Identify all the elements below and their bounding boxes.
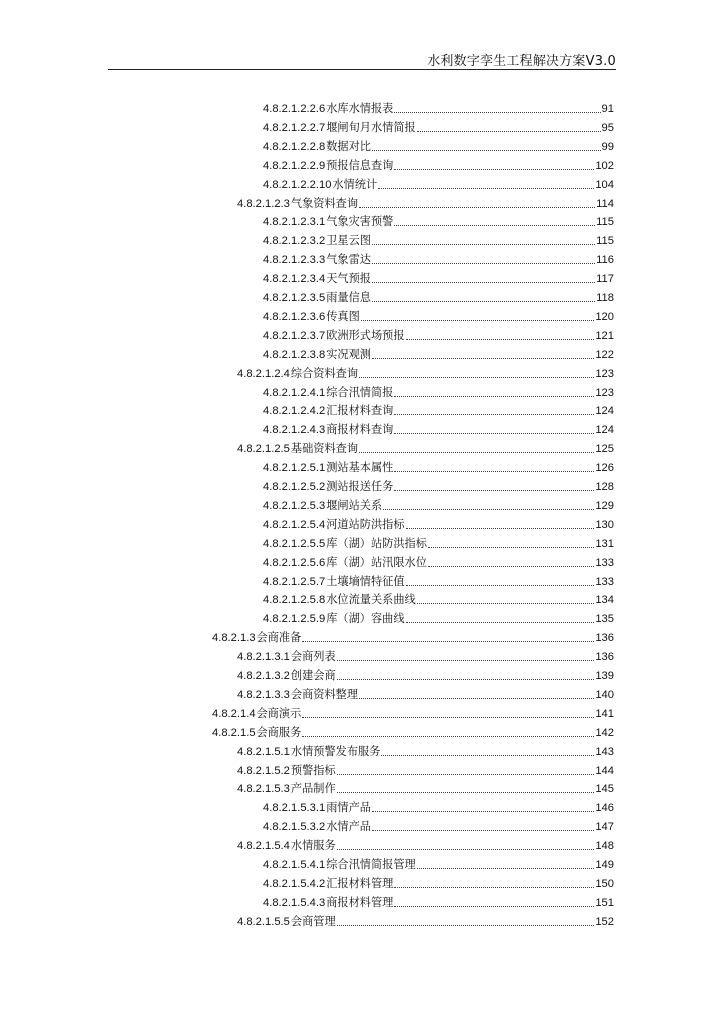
toc-entry-number: 4.8.2.1.5.5 xyxy=(237,915,290,928)
toc-entry-title: 水情服务 xyxy=(290,839,336,853)
toc-leader-dots xyxy=(406,585,595,586)
toc-entry-title: 河道站防洪指标 xyxy=(326,517,405,531)
toc-entry[interactable] xyxy=(237,363,614,381)
toc-entry[interactable] xyxy=(263,571,614,589)
toc-leader-dots xyxy=(337,774,595,775)
toc-entry-page: 115 xyxy=(596,235,614,248)
toc-entry-number: 4.8.2.1.2.4 xyxy=(237,367,290,380)
toc-entry-number: 4.8.2.1.2.3.7 xyxy=(263,329,326,342)
toc-entry-page: 143 xyxy=(595,745,614,758)
toc-leader-dots xyxy=(417,868,595,869)
toc-entry-number: 4.8.2.1.2.3.4 xyxy=(263,273,326,286)
toc-leader-dots xyxy=(361,320,595,321)
toc-entry-number: 4.8.2.1.2.4.2 xyxy=(263,405,326,418)
toc-entry-page: 133 xyxy=(595,575,614,588)
toc-entry-number: 4.8.2.1.2.3.6 xyxy=(263,310,326,323)
toc-entry-title: 会商服务 xyxy=(256,725,302,739)
toc-entry[interactable] xyxy=(263,174,614,192)
toc-entry-number: 4.8.2.1.2.5.4 xyxy=(263,518,326,531)
toc-leader-dots xyxy=(394,490,594,491)
toc-entry[interactable] xyxy=(263,249,614,267)
toc-entry[interactable] xyxy=(212,703,614,721)
toc-entry-number: 4.8.2.1.3.2 xyxy=(237,670,290,682)
toc-entry-title: 水情产品 xyxy=(326,820,371,834)
toc-leader-dots xyxy=(381,755,594,756)
toc-entry-page: 134 xyxy=(595,594,614,607)
toc-entry-title: 水情统计 xyxy=(332,177,378,191)
toc-entry[interactable] xyxy=(263,419,614,437)
toc-leader-dots xyxy=(302,736,594,737)
toc-leader-dots xyxy=(394,169,594,170)
toc-entry[interactable] xyxy=(263,533,614,551)
toc-entry-number: 4.8.2.1.2.5.9 xyxy=(263,613,326,626)
toc-entry[interactable] xyxy=(237,760,614,778)
toc-entry-page: 152 xyxy=(595,915,614,928)
toc-entry-title: 土壤墒情特征值 xyxy=(326,574,405,588)
toc-entry-title: 欧洲形式场预报 xyxy=(326,328,405,342)
toc-entry[interactable] xyxy=(263,211,614,229)
toc-entry-page: 146 xyxy=(595,802,614,815)
toc-entry-number: 4.8.2.1.5.3 xyxy=(237,783,290,796)
toc-entry-title: 实况观测 xyxy=(326,347,371,361)
toc-leader-dots xyxy=(337,660,595,661)
toc-entry[interactable] xyxy=(263,306,614,324)
toc-entry[interactable] xyxy=(263,155,614,173)
toc-entry-page: 133 xyxy=(595,556,614,569)
toc-leader-dots xyxy=(337,792,595,793)
toc-entry-number: 4.8.2.1.2.5.8 xyxy=(263,594,326,607)
toc-entry-page: 114 xyxy=(596,197,614,210)
toc-entry-title: 综合汛情简报 xyxy=(326,385,394,399)
toc-entry-page: 91 xyxy=(601,103,614,115)
toc-leader-dots xyxy=(406,622,595,623)
toc-entry-title: 水情预警发布服务 xyxy=(290,744,381,758)
toc-leader-dots xyxy=(359,452,594,453)
toc-entry[interactable] xyxy=(212,627,614,645)
toc-entry-number: 4.8.2.1.5.4.2 xyxy=(263,877,326,890)
toc-entry-title: 创建会商 xyxy=(290,669,336,682)
toc-entry-number: 4.8.2.1.5.4 xyxy=(237,840,290,853)
toc-entry-page: 124 xyxy=(595,405,614,418)
toc-entry[interactable] xyxy=(263,117,614,135)
toc-entry-title: 测站报送任务 xyxy=(326,480,394,493)
toc-leader-dots xyxy=(372,811,594,812)
toc-entry[interactable] xyxy=(263,608,614,626)
toc-entry[interactable] xyxy=(237,835,614,853)
toc-entry-page: 128 xyxy=(595,481,614,493)
toc-entry-title: 商报材料管理 xyxy=(326,895,394,909)
toc-entry-title: 商报材料查询 xyxy=(326,423,394,437)
toc-entry-title: 雨量信息 xyxy=(326,291,371,304)
toc-entry[interactable] xyxy=(263,382,614,400)
toc-leader-dots xyxy=(394,414,594,415)
toc-entry-title: 库（湖）容曲线 xyxy=(326,612,405,626)
toc-entry[interactable] xyxy=(263,514,614,532)
toc-entry-page: 149 xyxy=(595,859,614,871)
toc-entry-number: 4.8.2.1.2.3.3 xyxy=(263,254,326,267)
toc-entry[interactable] xyxy=(263,230,614,248)
toc-entry-number: 4.8.2.1.2.3 xyxy=(237,197,290,210)
toc-leader-dots xyxy=(417,131,601,132)
toc-entry-number: 4.8.2.1.3.1 xyxy=(237,651,290,664)
toc-entry-number: 4.8.2.1.2.5.3 xyxy=(263,499,326,512)
toc-leader-dots xyxy=(394,225,595,226)
toc-entry-page: 148 xyxy=(595,840,614,853)
toc-entry-number: 4.8.2.1.3.3 xyxy=(237,688,290,701)
toc-entry-number: 4.8.2.1.2.3.2 xyxy=(263,235,326,248)
toc-entry[interactable] xyxy=(263,325,614,343)
toc-entry-title: 传真图 xyxy=(326,309,360,323)
toc-entry-number: 4.8.2.1.2.5.5 xyxy=(263,537,326,550)
toc-entry-page: 130 xyxy=(595,518,614,531)
toc-entry[interactable] xyxy=(263,873,614,891)
toc-entry-page: 126 xyxy=(595,462,614,475)
toc-entry-title: 气象灾害预警 xyxy=(326,215,394,229)
toc-entry-title: 天气预报 xyxy=(326,272,371,286)
toc-entry-page: 124 xyxy=(595,424,614,437)
toc-entry[interactable] xyxy=(237,438,614,456)
toc-entry[interactable] xyxy=(263,892,614,910)
toc-leader-dots xyxy=(372,263,595,264)
toc-leader-dots xyxy=(372,244,595,245)
toc-entry-page: 151 xyxy=(595,896,614,909)
toc-entry[interactable] xyxy=(263,344,614,362)
toc-entry-title: 产品制作 xyxy=(290,782,336,796)
toc-entry-number: 4.8.2.1.2.2.10 xyxy=(263,178,332,191)
toc-entry-number: 4.8.2.1.2.5.7 xyxy=(263,575,326,588)
toc-entry-page: 135 xyxy=(595,613,614,626)
toc-entry[interactable] xyxy=(263,98,614,116)
toc-entry-title: 库（湖）站防洪指标 xyxy=(326,536,427,550)
toc-leader-dots xyxy=(428,547,594,548)
toc-entry[interactable] xyxy=(263,268,614,286)
toc-leader-dots xyxy=(359,207,595,208)
toc-entry-number: 4.8.2.1.5.2 xyxy=(237,764,290,777)
toc-leader-dots xyxy=(359,377,594,378)
toc-entry-page: 129 xyxy=(595,499,614,512)
toc-entry-title: 会商准备 xyxy=(256,631,302,645)
toc-entry[interactable] xyxy=(263,457,614,475)
toc-leader-dots xyxy=(406,339,595,340)
toc-entry-page: 131 xyxy=(595,537,614,550)
toc-entry-number: 4.8.2.1.2.4.1 xyxy=(263,386,326,399)
toc-entry-page: 95 xyxy=(601,121,614,134)
toc-entry-title: 卫星云图 xyxy=(326,234,371,248)
toc-entry-page: 140 xyxy=(595,688,614,701)
toc-leader-dots xyxy=(394,906,594,907)
toc-leader-dots xyxy=(372,301,595,302)
toc-entry-page: 139 xyxy=(595,670,614,682)
toc-entry-page: 136 xyxy=(595,651,614,664)
toc-entry-page: 147 xyxy=(595,821,614,834)
toc-entry-page: 145 xyxy=(595,783,614,796)
toc-leader-dots xyxy=(394,433,594,434)
toc-entry-number: 4.8.2.1.2.5.2 xyxy=(263,481,326,493)
toc-entry[interactable] xyxy=(263,797,614,815)
toc-entry-number: 4.8.2.1.2.4.3 xyxy=(263,424,326,437)
toc-entry-title: 综合汛情简报管理 xyxy=(326,858,416,871)
toc-entry[interactable] xyxy=(237,684,614,702)
toc-entry-title: 数据对比 xyxy=(326,139,371,153)
toc-entry-number: 4.8.2.1.2.2.6 xyxy=(263,103,326,115)
toc-entry-number: 4.8.2.1.2.3.1 xyxy=(263,216,326,229)
toc-entry-page: 122 xyxy=(595,348,614,361)
toc-entry[interactable] xyxy=(237,778,614,796)
toc-entry[interactable] xyxy=(263,552,614,570)
toc-entry[interactable] xyxy=(263,589,614,607)
toc-leader-dots xyxy=(428,566,594,567)
toc-entry-number: 4.8.2.1.5.3.1 xyxy=(263,802,326,815)
toc-entry-page: 125 xyxy=(595,443,614,456)
toc-entry-number: 4.8.2.1.4 xyxy=(212,707,256,720)
toc-entry-title: 会商演示 xyxy=(256,706,302,720)
toc-entry[interactable] xyxy=(263,816,614,834)
toc-entry-title: 水位流量关系曲线 xyxy=(326,593,416,607)
toc-entry[interactable] xyxy=(237,741,614,759)
toc-entry-title: 会商资料整理 xyxy=(290,687,359,701)
toc-leader-dots xyxy=(372,358,594,359)
toc-entry-number: 4.8.2.1.2.3.8 xyxy=(263,348,326,361)
toc-leader-dots xyxy=(337,925,595,926)
toc-entry-page: 136 xyxy=(595,632,614,645)
toc-entry-title: 测站基本属性 xyxy=(326,461,394,475)
toc-entry-page: 118 xyxy=(596,292,614,304)
toc-entry-number: 4.8.2.1.5.1 xyxy=(237,745,290,758)
toc-entry-page: 116 xyxy=(596,254,614,267)
toc-entry[interactable] xyxy=(263,495,614,513)
toc-entry-page: 115 xyxy=(596,216,614,229)
toc-entry-title: 汇报材料查询 xyxy=(326,404,394,418)
toc-leader-dots xyxy=(372,830,594,831)
toc-entry-title: 气象雷达 xyxy=(326,253,371,267)
toc-entry-title: 会商列表 xyxy=(290,650,336,664)
toc-entry[interactable] xyxy=(263,854,614,872)
toc-entry-page: 144 xyxy=(595,764,614,777)
toc-entry-page: 117 xyxy=(596,273,614,286)
toc-leader-dots xyxy=(337,849,595,850)
toc-entry-title: 库（湖）站汛限水位 xyxy=(326,555,427,569)
toc-entry[interactable] xyxy=(263,136,614,154)
toc-entry-title: 汇报材料管理 xyxy=(326,876,394,890)
toc-leader-dots xyxy=(302,641,594,642)
toc-entry-number: 4.8.2.1.2.5.1 xyxy=(263,462,326,475)
toc-entry-page: 123 xyxy=(595,367,614,380)
header-divider xyxy=(108,69,616,70)
toc-entry-title: 雨情产品 xyxy=(326,801,371,815)
toc-entry-number: 4.8.2.1.5.4.3 xyxy=(263,896,326,909)
toc-entry-number: 4.8.2.1.2.2.8 xyxy=(263,140,326,153)
toc-leader-dots xyxy=(378,188,594,189)
toc-entry-page: 141 xyxy=(595,707,614,720)
toc-entry-page: 102 xyxy=(595,159,614,172)
toc-entry-number: 4.8.2.1.3 xyxy=(212,632,256,645)
toc-entry-number: 4.8.2.1.5 xyxy=(212,726,256,739)
toc-leader-dots xyxy=(359,698,594,699)
toc-entry-title: 气象资料查询 xyxy=(290,196,359,210)
toc-entry-page: 121 xyxy=(595,329,614,342)
toc-leader-dots xyxy=(372,150,601,151)
toc-leader-dots xyxy=(417,603,595,604)
toc-entry-number: 4.8.2.1.5.3.2 xyxy=(263,821,326,834)
toc-entry-title: 堰闸站关系 xyxy=(326,498,383,512)
toc-leader-dots xyxy=(372,282,595,283)
toc-leader-dots xyxy=(337,679,595,680)
toc-entry-title: 会商管理 xyxy=(290,914,336,928)
toc-entry-title: 水库水情报表 xyxy=(326,102,394,115)
toc-leader-dots xyxy=(394,887,594,888)
toc-entry-page: 150 xyxy=(595,877,614,890)
toc-entry[interactable] xyxy=(212,722,614,740)
toc-entry-title: 堰闸旬月水情简报 xyxy=(326,120,416,134)
toc-leader-dots xyxy=(394,471,594,472)
toc-leader-dots xyxy=(394,112,600,113)
toc-entry-page: 99 xyxy=(601,140,614,153)
toc-entry-number: 4.8.2.1.2.2.9 xyxy=(263,159,326,172)
toc-entry[interactable] xyxy=(263,287,614,305)
toc-entry-number: 4.8.2.1.2.2.7 xyxy=(263,121,326,134)
toc-leader-dots xyxy=(406,528,595,529)
toc-entry-number: 4.8.2.1.2.5 xyxy=(237,443,290,456)
toc-leader-dots xyxy=(302,717,594,718)
toc-entry-number: 4.8.2.1.2.3.5 xyxy=(263,292,326,304)
page-header-title: 水利数字孪生工程解决方案V3.0 xyxy=(427,54,616,69)
toc-entry-title: 预报信息查询 xyxy=(326,158,394,172)
toc-entry[interactable] xyxy=(237,646,614,664)
toc-entry[interactable] xyxy=(237,665,614,683)
toc-entry-page: 120 xyxy=(595,310,614,323)
toc-entry-title: 预警指标 xyxy=(290,763,336,777)
toc-entry-page: 123 xyxy=(595,386,614,399)
toc-entry[interactable] xyxy=(237,193,614,211)
toc-leader-dots xyxy=(394,396,594,397)
toc-entry-page: 104 xyxy=(595,178,614,191)
toc-entry[interactable] xyxy=(263,400,614,418)
toc-leader-dots xyxy=(383,509,594,510)
toc-entry[interactable] xyxy=(263,476,614,494)
toc-entry-number: 4.8.2.1.2.5.6 xyxy=(263,556,326,569)
toc-entry-number: 4.8.2.1.5.4.1 xyxy=(263,859,326,871)
toc-entry-page: 142 xyxy=(595,726,614,739)
toc-entry-title: 综合资料查询 xyxy=(290,366,359,380)
toc-entry[interactable] xyxy=(237,911,614,929)
toc-entry-title: 基础资料查询 xyxy=(290,442,359,456)
